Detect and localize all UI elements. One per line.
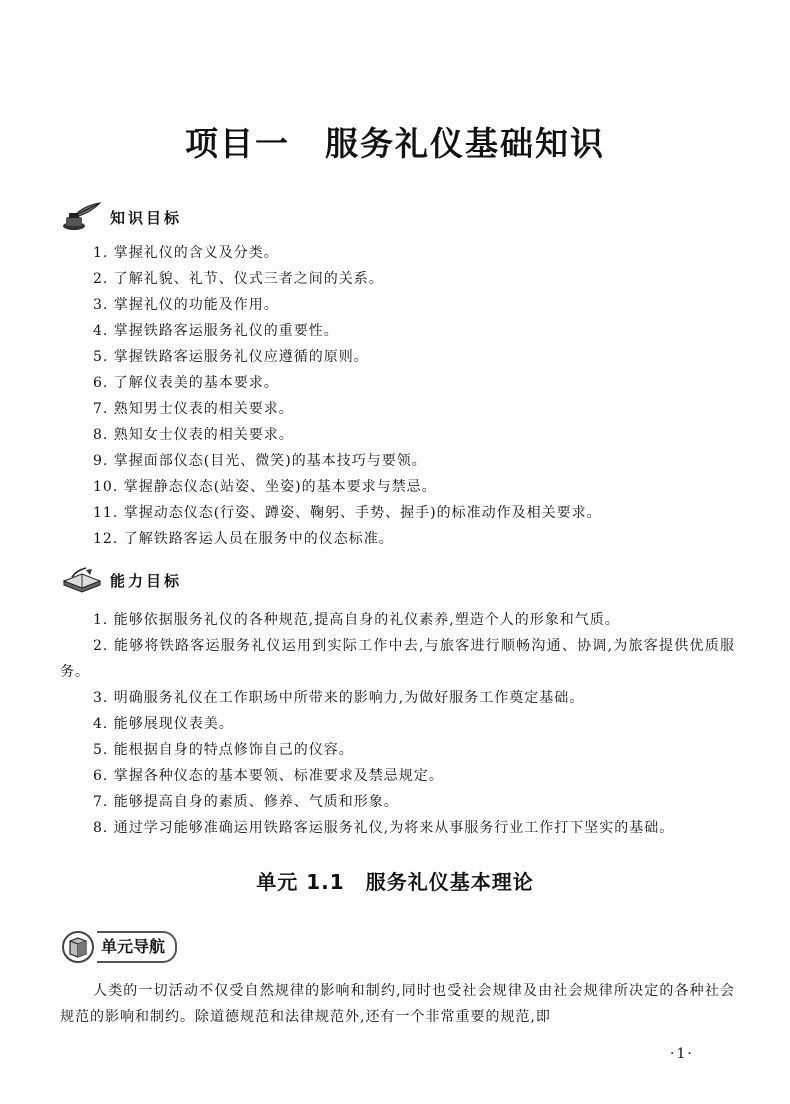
list-item: 1. 能够依据服务礼仪的各种规范,提高自身的礼仪素养,塑造个人的形象和气质。	[93, 612, 620, 628]
list-item: 5. 能根据自身的特点修饰自己的仪容。	[93, 742, 354, 758]
list-item: 5. 掌握铁路客运服务礼仪应遵循的原则。	[93, 349, 369, 365]
list-item: 10. 掌握静态仪态(站姿、坐姿)的基本要求与禁忌。	[93, 479, 437, 495]
list-item: 9. 掌握面部仪态(目光、微笑)的基本技巧与要领。	[93, 453, 427, 469]
list-item: 8. 熟知女士仪表的相关要求。	[93, 427, 294, 443]
list-item: 1. 掌握礼仪的含义及分类。	[93, 245, 279, 261]
ability-objectives-list	[60, 607, 735, 841]
quill-inkpot-icon	[62, 202, 102, 232]
intro-paragraph: 人类的一切活动不仅受自然规律的影响和制约,同时也受社会规律及由社会规律所决定的各种社会规范的影响和制约。除道德规范和法律规范外,还有一个非常重要的规范,即	[60, 983, 735, 1025]
list-item: 2. 了解礼貌、礼节、仪式三者之间的关系。	[93, 271, 384, 287]
book-pen-icon	[62, 565, 102, 595]
knowledge-objectives-list	[60, 240, 735, 552]
list-item: 7. 熟知男士仪表的相关要求。	[93, 401, 294, 417]
knowledge-objectives-label: 知识目标	[110, 208, 183, 227]
list-item: 6. 了解仪表美的基本要求。	[93, 375, 279, 391]
unit-title: 单元 1.1 服务礼仪基本理论	[256, 870, 534, 894]
chapter-title: 项目一 服务礼仪基础知识	[185, 124, 605, 163]
knowledge-objectives-header	[62, 202, 182, 232]
list-item: 3. 明确服务礼仪在工作职场中所带来的影响力,为做好服务工作奠定基础。	[93, 690, 585, 706]
unit-navigation-badge	[61, 930, 177, 964]
list-item: 8. 通过学习能够准确运用铁路客运服务礼仪,为将来从事服务行业工作打下坚实的基础。	[93, 820, 675, 836]
list-item: 4. 能够展现仪表美。	[93, 716, 234, 732]
page-number: ·1·	[670, 1046, 694, 1062]
list-item: 3. 掌握礼仪的功能及作用。	[93, 297, 279, 313]
book-badge-icon	[61, 930, 95, 964]
list-item: 7. 能够提高自身的素质、修养、气质和形象。	[93, 794, 399, 810]
unit-navigation-label: 单元导航	[97, 931, 177, 963]
list-item: 6. 掌握各种仪态的基本要领、标准要求及禁忌规定。	[93, 768, 444, 784]
list-item: 11. 掌握动态仪态(行姿、蹲姿、鞠躬、手势、握手)的标准动作及相关要求。	[93, 505, 602, 521]
ability-objectives-label: 能力目标	[110, 571, 183, 590]
ability-objectives-header	[62, 565, 182, 595]
list-item: 12. 了解铁路客运人员在服务中的仪态标准。	[93, 531, 394, 547]
list-item: 2. 能够将铁路客运服务礼仪运用到实际工作中去,与旅客进行顺畅沟通、协调,为旅客提供优质服务。	[60, 638, 735, 680]
list-item: 4. 掌握铁路客运服务礼仪的重要性。	[93, 323, 339, 339]
